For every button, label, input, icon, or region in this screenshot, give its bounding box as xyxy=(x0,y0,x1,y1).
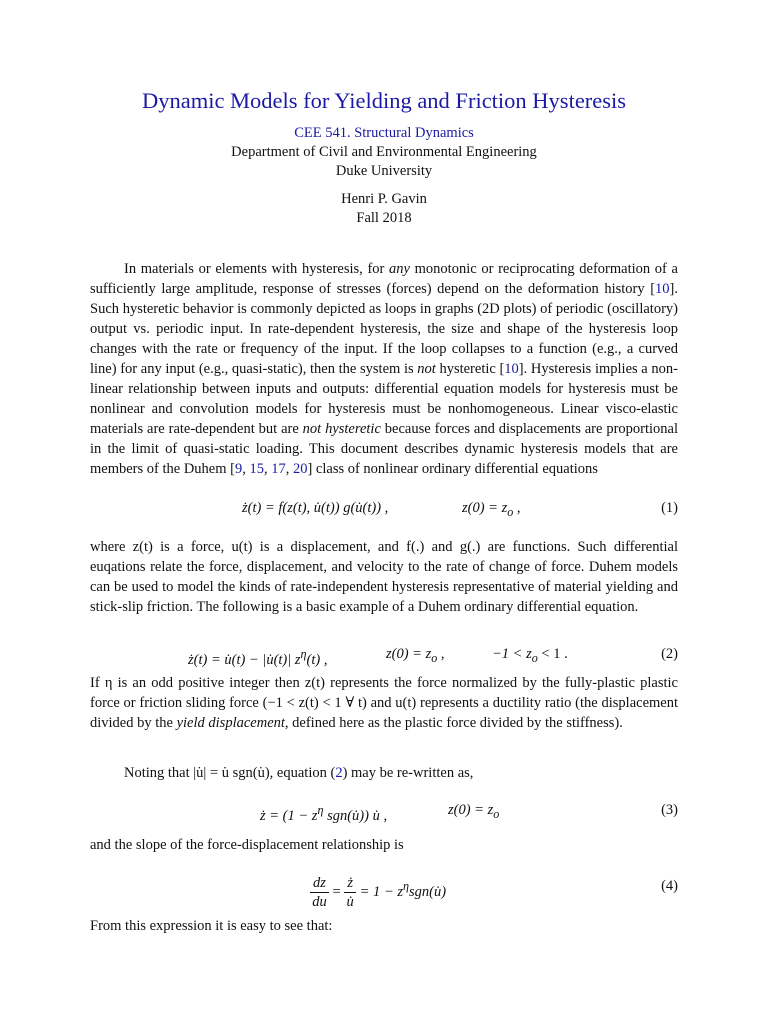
intro-paragraph: In materials or elements with hysteresis, for any monotonic or reciprocating deformation of a sufficiently large amplitude, response of stresses (forces) depend on the deformation history [10]. Such hysteretic behavior is commonly depicted as loops in graphs (2D plots) of periodic (oscillatory) output vs. periodic input. In rate-dependent hysteresis, the size and shape of the hysteresis loop changes with the rate or frequency of the input. If the loop collapses to a function (e.g., a curved line) for any input (e.g., quasi-static), then the system is not hysteretic [10]. Hysteresis implies a non-linear relationship between inputs and outputs: differential equation models for hysteresis must be nonlinear and convolution models for hysteresis must be nonhomogeneous. Linear visco-elastic materials are rate-dependent but are not hysteretic because forces and displacements are proportional in the limit of quasi-static loading. This document describes dynamic hysteresis models that are members of the Duhem [9, 15, 17, 20] class of nonlinear ordinary differential equations xyxy=(90,261,678,477)
citation-link[interactable]: 15 xyxy=(249,461,264,477)
equation-number: (2) xyxy=(661,646,678,662)
citation-link[interactable]: 9 xyxy=(234,461,243,477)
equation-number: (3) xyxy=(661,802,678,818)
author: Henri P. Gavin xyxy=(341,191,427,207)
paragraph-3: If η is an odd positive integer then z(t) represents the force normalized by the fully-plastic plastic force or friction sliding force (−1 < z(t) < 1 ∀ t) and u(t) represents a ductility ratio (the displacement divided by the yield displacement, defined here as the plastic force divided by the stiffness). xyxy=(90,675,678,731)
paragraph-4: Noting that |u̇| = u̇ sgn(u̇), equation (2) may be re-written as, xyxy=(124,765,474,781)
fraction-zdot-udot: $\frac{ż}{u̇}$ xyxy=(344,874,356,911)
department: Department of Civil and Environmental Engineering xyxy=(231,144,537,160)
university: Duke University xyxy=(335,163,433,179)
equation-3: ż = ($1 - z^\eta$ sgn(u̇)) u̇ , $z(0) = z_o$ (3) xyxy=(90,799,678,821)
equation-number: (1) xyxy=(661,500,678,516)
equation-number: (4) xyxy=(661,878,678,894)
equation-link[interactable]: 2 xyxy=(335,765,343,781)
paragraph-2: where z(t) is a force, u(t) is a displacement, and f(.) and g(.) are functions. Such differential euqations relate the force, displacement, and velocity to the rate of change of force. Duhem models can be used to model the kinds of rate-independent hysteresis representative of material yielding and stick-slip friction. The following is a basic example of a Duhem ordinary differential equation. xyxy=(90,539,678,615)
paper-title: Dynamic Models for Yielding and Friction Hysteresis xyxy=(141,88,627,113)
term: Fall 2018 xyxy=(356,210,412,226)
paragraph-6: From this expression it is easy to see that: xyxy=(90,918,333,934)
citation-link[interactable]: 10 xyxy=(504,361,519,377)
paragraph-5: and the slope of the force-displacement relationship is xyxy=(90,837,404,853)
citation-link[interactable]: 20 xyxy=(292,461,308,477)
equation-4: $\frac{dz}{du}$ = $\frac{ż}{u̇}$ = $1 - z^\eta sgn(u̇)$ (4) xyxy=(90,866,678,906)
citation-link[interactable]: 17 xyxy=(271,461,286,477)
equation-1: ż(t) = f(z(t), u̇(t)) g(u̇(t)) , $z(0) = z_o$ , (1) xyxy=(90,497,678,519)
fraction-dz-du: $\frac{dz}{du}$ xyxy=(310,874,329,911)
citation-link[interactable]: 10 xyxy=(655,281,670,297)
equation-2: ż(t) = u̇(t) − |u̇(t)| $z^\eta(t)$ , $z(0) = z_o$ , $-1 < z_o < 1$ . (2) xyxy=(90,643,678,665)
course-name: CEE 541. Structural Dynamics xyxy=(294,125,474,141)
